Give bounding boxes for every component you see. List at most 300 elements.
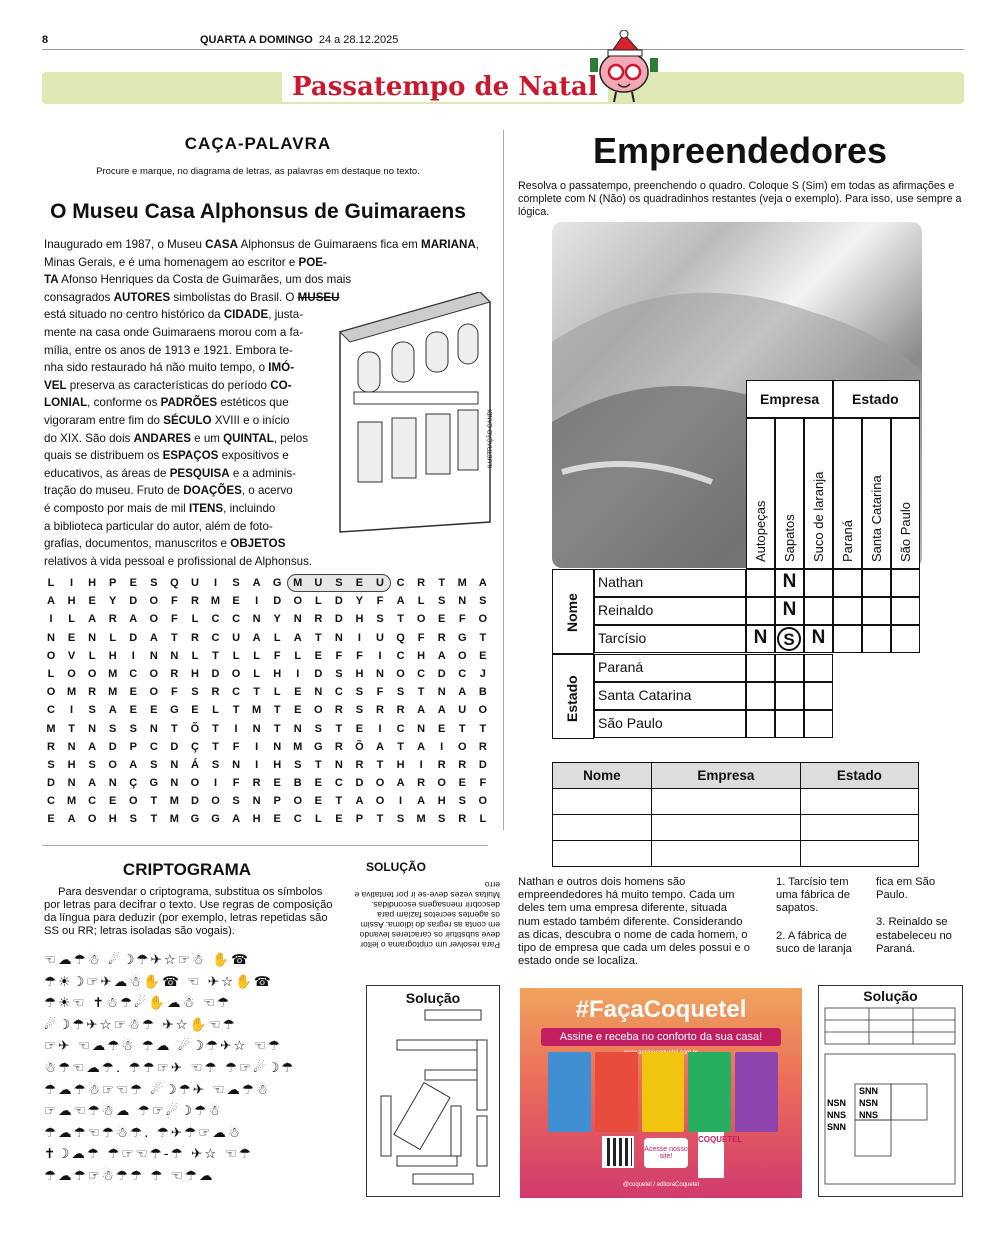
answer-table[interactable]: [552, 762, 919, 867]
grid-letter[interactable]: A: [88, 740, 97, 753]
grid-letter[interactable]: L: [273, 686, 281, 699]
grid-letter[interactable]: S: [479, 595, 487, 608]
grid-letter[interactable]: M: [66, 686, 77, 699]
grid-letter[interactable]: T: [438, 577, 446, 589]
grid-letter[interactable]: T: [335, 795, 343, 808]
grid-letter[interactable]: I: [131, 649, 135, 662]
answer-cell[interactable]: [800, 789, 918, 815]
grid-letter[interactable]: I: [49, 613, 53, 626]
logic-cell[interactable]: [891, 625, 920, 653]
grid-letter[interactable]: M: [293, 577, 303, 589]
grid-letter[interactable]: A: [417, 740, 426, 753]
grid-letter[interactable]: Q: [396, 631, 405, 644]
grid-letter[interactable]: Y: [355, 595, 364, 608]
grid-letter[interactable]: I: [213, 777, 218, 790]
grid-letter[interactable]: L: [191, 649, 199, 662]
grid-letter[interactable]: C: [88, 795, 97, 808]
grid-letter[interactable]: Ç: [190, 740, 199, 753]
word-search-grid[interactable]: [42, 577, 492, 832]
grid-letter[interactable]: S: [88, 704, 96, 717]
grid-letter[interactable]: C: [334, 777, 343, 790]
grid-letter[interactable]: H: [108, 813, 117, 826]
grid-letter[interactable]: T: [479, 631, 487, 644]
grid-letter[interactable]: L: [191, 613, 199, 626]
grid-letter[interactable]: E: [314, 795, 322, 808]
grid-letter[interactable]: D: [314, 667, 323, 680]
answer-cell[interactable]: [651, 789, 800, 815]
grid-letter[interactable]: R: [88, 686, 97, 699]
grid-letter[interactable]: I: [378, 649, 382, 662]
grid-letter[interactable]: C: [396, 722, 405, 735]
grid-letter[interactable]: N: [88, 722, 97, 735]
grid-letter[interactable]: L: [253, 667, 260, 680]
grid-letter[interactable]: A: [108, 704, 117, 717]
logic-cell[interactable]: [775, 682, 804, 710]
grid-letter[interactable]: A: [355, 795, 364, 808]
grid-letter[interactable]: T: [212, 740, 219, 753]
grid-letter[interactable]: C: [232, 613, 241, 626]
grid-letter[interactable]: P: [355, 813, 364, 826]
grid-letter[interactable]: N: [149, 722, 158, 735]
grid-letter[interactable]: U: [314, 577, 323, 589]
grid-letter[interactable]: P: [273, 795, 281, 808]
grid-letter[interactable]: S: [232, 795, 240, 808]
grid-letter[interactable]: R: [252, 777, 261, 790]
grid-letter[interactable]: O: [87, 667, 97, 680]
grid-letter[interactable]: D: [334, 595, 343, 608]
grid-letter[interactable]: O: [416, 613, 426, 626]
grid-letter[interactable]: G: [457, 631, 467, 644]
grid-letter[interactable]: L: [232, 649, 240, 662]
grid-letter[interactable]: F: [356, 649, 363, 662]
grid-letter[interactable]: R: [334, 740, 343, 753]
grid-letter[interactable]: O: [149, 667, 159, 680]
grid-letter[interactable]: S: [129, 722, 137, 735]
grid-letter[interactable]: E: [232, 595, 240, 608]
answer-cell[interactable]: [553, 789, 652, 815]
grid-letter[interactable]: N: [458, 595, 467, 608]
grid-letter[interactable]: I: [255, 595, 259, 608]
grid-letter[interactable]: F: [171, 595, 178, 608]
grid-letter[interactable]: N: [252, 795, 261, 808]
grid-letter[interactable]: N: [437, 686, 446, 699]
grid-letter[interactable]: H: [67, 758, 76, 771]
grid-letter[interactable]: S: [191, 686, 199, 699]
grid-letter[interactable]: S: [355, 704, 364, 717]
grid-letter[interactable]: O: [293, 795, 303, 808]
grid-letter[interactable]: E: [150, 704, 158, 717]
answer-cell[interactable]: [800, 815, 918, 841]
grid-letter[interactable]: E: [129, 686, 137, 699]
logic-cell[interactable]: [833, 597, 862, 625]
grid-letter[interactable]: Õ: [190, 722, 200, 735]
grid-letter[interactable]: T: [376, 813, 384, 826]
ad-acesse[interactable]: Acesse nosso site!: [644, 1138, 688, 1168]
grid-letter[interactable]: N: [293, 722, 302, 735]
grid-letter[interactable]: Á: [190, 758, 199, 771]
grid-letter[interactable]: E: [458, 777, 466, 790]
grid-letter[interactable]: T: [335, 722, 343, 735]
grid-letter[interactable]: R: [190, 595, 199, 608]
logic-cell[interactable]: [833, 569, 862, 597]
logic-cell[interactable]: [804, 682, 833, 710]
grid-letter[interactable]: I: [234, 722, 238, 735]
grid-letter[interactable]: T: [68, 722, 75, 735]
grid-letter[interactable]: O: [231, 667, 241, 680]
grid-letter[interactable]: E: [129, 577, 137, 589]
grid-letter[interactable]: M: [252, 704, 262, 717]
grid-letter[interactable]: I: [399, 795, 403, 808]
grid-letter[interactable]: I: [357, 631, 361, 644]
grid-letter[interactable]: C: [149, 740, 158, 753]
grid-letter[interactable]: R: [458, 758, 467, 771]
grid-letter[interactable]: R: [211, 686, 220, 699]
grid-letter[interactable]: I: [378, 722, 382, 735]
grid-letter[interactable]: E: [67, 631, 76, 644]
grid-letter[interactable]: H: [252, 813, 261, 826]
grid-letter[interactable]: C: [232, 686, 241, 699]
grid-letter[interactable]: A: [417, 704, 426, 717]
grid-letter[interactable]: A: [88, 613, 97, 626]
grid-letter[interactable]: D: [129, 595, 138, 608]
grid-letter[interactable]: A: [88, 777, 97, 790]
grid-letter[interactable]: I: [213, 577, 218, 589]
grid-letter[interactable]: A: [437, 704, 446, 717]
grid-letter[interactable]: E: [47, 813, 55, 826]
grid-letter[interactable]: E: [335, 813, 343, 826]
grid-letter[interactable]: I: [440, 740, 444, 753]
logic-cell[interactable]: [862, 625, 891, 653]
grid-letter[interactable]: E: [294, 704, 302, 717]
grid-letter[interactable]: L: [47, 667, 55, 680]
grid-letter[interactable]: N: [170, 649, 179, 662]
grid-letter[interactable]: O: [375, 777, 385, 790]
grid-letter[interactable]: D: [478, 758, 487, 771]
grid-letter[interactable]: F: [458, 613, 466, 626]
grid-letter[interactable]: U: [458, 704, 467, 717]
grid-letter[interactable]: N: [417, 722, 426, 735]
grid-letter[interactable]: E: [314, 777, 322, 790]
grid-letter[interactable]: O: [149, 686, 159, 699]
grid-letter[interactable]: R: [355, 758, 364, 771]
grid-letter[interactable]: T: [314, 631, 322, 644]
grid-letter[interactable]: N: [334, 631, 343, 644]
answer-cell[interactable]: [553, 841, 652, 867]
grid-letter[interactable]: C: [47, 795, 55, 808]
grid-letter[interactable]: N: [334, 758, 343, 771]
grid-letter[interactable]: H: [273, 758, 282, 771]
grid-letter[interactable]: R: [314, 613, 323, 626]
grid-letter[interactable]: S: [335, 577, 343, 589]
grid-letter[interactable]: F: [171, 686, 178, 699]
grid-letter[interactable]: R: [108, 613, 117, 626]
grid-letter[interactable]: R: [437, 758, 446, 771]
grid-letter[interactable]: T: [458, 722, 466, 735]
answer-cell[interactable]: [651, 815, 800, 841]
grid-letter[interactable]: E: [438, 722, 446, 735]
logic-cell[interactable]: [804, 569, 833, 597]
logic-cell[interactable]: [775, 654, 804, 682]
grid-letter[interactable]: D: [47, 777, 55, 790]
grid-letter[interactable]: I: [70, 704, 74, 717]
grid-letter[interactable]: M: [416, 813, 426, 826]
grid-letter[interactable]: C: [334, 686, 343, 699]
grid-letter[interactable]: H: [273, 667, 282, 680]
grid-letter[interactable]: L: [68, 613, 75, 626]
grid-letter[interactable]: A: [376, 740, 384, 753]
grid-letter[interactable]: B: [478, 686, 487, 699]
grid-letter[interactable]: M: [169, 795, 179, 808]
grid-letter[interactable]: A: [478, 577, 487, 589]
grid-letter[interactable]: G: [314, 740, 323, 753]
grid-letter[interactable]: A: [293, 631, 302, 644]
grid-letter[interactable]: D: [355, 777, 364, 790]
grid-letter[interactable]: L: [479, 813, 487, 826]
grid-letter[interactable]: D: [334, 613, 343, 626]
grid-letter[interactable]: R: [417, 577, 426, 589]
grid-letter[interactable]: S: [355, 686, 364, 699]
grid-letter[interactable]: E: [355, 722, 364, 735]
grid-letter[interactable]: D: [273, 595, 282, 608]
grid-letter[interactable]: A: [458, 686, 467, 699]
grid-letter[interactable]: L: [314, 813, 322, 826]
grid-letter[interactable]: H: [396, 758, 405, 771]
grid-letter[interactable]: T: [273, 704, 281, 717]
grid-letter[interactable]: H: [88, 577, 97, 589]
grid-letter[interactable]: H: [355, 613, 364, 626]
grid-letter[interactable]: L: [253, 649, 260, 662]
grid-letter[interactable]: T: [376, 758, 384, 771]
grid-letter[interactable]: R: [458, 813, 467, 826]
logic-cell[interactable]: [746, 569, 775, 597]
grid-letter[interactable]: S: [396, 813, 405, 826]
grid-letter[interactable]: R: [417, 777, 426, 790]
grid-letter[interactable]: M: [169, 813, 179, 826]
grid-letter[interactable]: T: [314, 758, 322, 771]
grid-letter[interactable]: N: [170, 777, 179, 790]
grid-letter[interactable]: S: [335, 667, 343, 680]
grid-letter[interactable]: H: [108, 649, 117, 662]
grid-letter[interactable]: T: [212, 649, 219, 662]
grid-letter[interactable]: A: [437, 649, 446, 662]
grid-letter[interactable]: G: [211, 813, 220, 826]
grid-letter[interactable]: T: [397, 613, 404, 626]
grid-letter[interactable]: A: [67, 813, 76, 826]
grid-letter[interactable]: L: [273, 631, 281, 644]
grid-letter[interactable]: D: [211, 667, 220, 680]
grid-letter[interactable]: L: [294, 649, 302, 662]
grid-letter[interactable]: S: [129, 813, 137, 826]
grid-letter[interactable]: E: [355, 577, 364, 589]
grid-letter[interactable]: D: [129, 631, 138, 644]
grid-letter[interactable]: A: [129, 613, 138, 626]
grid-letter[interactable]: T: [150, 795, 158, 808]
grid-letter[interactable]: S: [150, 758, 158, 771]
logic-cell[interactable]: [891, 569, 920, 597]
grid-letter[interactable]: T: [171, 631, 178, 644]
grid-letter[interactable]: C: [417, 667, 426, 680]
grid-letter[interactable]: D: [437, 667, 446, 680]
grid-letter[interactable]: O: [46, 649, 56, 662]
grid-letter[interactable]: O: [190, 777, 200, 790]
grid-letter[interactable]: M: [293, 740, 303, 753]
grid-letter[interactable]: T: [397, 740, 404, 753]
grid-letter[interactable]: D: [170, 740, 179, 753]
grid-letter[interactable]: A: [149, 631, 158, 644]
grid-letter[interactable]: A: [47, 595, 55, 608]
grid-letter[interactable]: F: [232, 777, 240, 790]
grid-letter[interactable]: T: [212, 722, 219, 735]
grid-letter[interactable]: C: [293, 813, 302, 826]
grid-letter[interactable]: S: [109, 722, 117, 735]
grid-letter[interactable]: R: [190, 631, 199, 644]
grid-letter[interactable]: R: [376, 704, 384, 717]
grid-letter[interactable]: N: [252, 722, 261, 735]
grid-letter[interactable]: M: [66, 795, 77, 808]
logic-cell[interactable]: [804, 710, 833, 738]
grid-letter[interactable]: N: [47, 631, 55, 644]
grid-letter[interactable]: M: [210, 595, 221, 608]
grid-letter[interactable]: S: [294, 758, 302, 771]
grid-letter[interactable]: T: [253, 686, 260, 699]
grid-letter[interactable]: L: [314, 595, 322, 608]
grid-letter[interactable]: E: [314, 649, 322, 662]
grid-letter[interactable]: S: [438, 813, 446, 826]
grid-letter[interactable]: R: [396, 704, 405, 717]
grid-letter[interactable]: P: [129, 740, 137, 753]
grid-letter[interactable]: G: [190, 813, 200, 826]
logic-cell[interactable]: [746, 682, 775, 710]
grid-letter[interactable]: D: [108, 740, 117, 753]
grid-letter[interactable]: O: [375, 795, 385, 808]
grid-letter[interactable]: O: [149, 613, 159, 626]
logic-cell[interactable]: [833, 625, 862, 653]
grid-letter[interactable]: Õ: [355, 740, 364, 753]
grid-letter[interactable]: S: [211, 758, 220, 771]
grid-letter[interactable]: N: [293, 613, 302, 626]
grid-letter[interactable]: G: [149, 777, 159, 790]
grid-letter[interactable]: N: [232, 758, 241, 771]
grid-letter[interactable]: L: [88, 649, 96, 662]
grid-letter[interactable]: H: [355, 667, 364, 680]
grid-letter[interactable]: U: [232, 631, 241, 644]
grid-letter[interactable]: H: [190, 667, 199, 680]
grid-letter[interactable]: S: [458, 795, 466, 808]
grid-letter[interactable]: G: [272, 577, 282, 589]
grid-letter[interactable]: E: [129, 704, 137, 717]
grid-letter[interactable]: N: [376, 667, 384, 680]
logic-cell[interactable]: [891, 597, 920, 625]
grid-letter[interactable]: T: [150, 813, 158, 826]
grid-letter[interactable]: A: [396, 777, 405, 790]
logic-cell[interactable]: [746, 597, 775, 625]
grid-letter[interactable]: G: [170, 704, 179, 717]
grid-letter[interactable]: Y: [273, 613, 281, 626]
grid-letter[interactable]: N: [252, 613, 261, 626]
grid-letter[interactable]: Ç: [129, 777, 138, 790]
grid-letter[interactable]: H: [417, 649, 426, 662]
grid-letter[interactable]: N: [67, 740, 76, 753]
grid-letter[interactable]: F: [273, 649, 281, 662]
logic-cell[interactable]: [804, 597, 833, 625]
grid-letter[interactable]: O: [108, 758, 117, 771]
grid-letter[interactable]: S: [376, 613, 384, 626]
grid-letter[interactable]: I: [70, 577, 74, 589]
grid-letter[interactable]: Y: [109, 595, 117, 608]
grid-letter[interactable]: O: [128, 795, 138, 808]
grid-letter[interactable]: U: [376, 631, 384, 644]
grid-letter[interactable]: M: [457, 577, 467, 589]
grid-letter[interactable]: N: [88, 631, 97, 644]
grid-letter[interactable]: L: [212, 704, 219, 717]
grid-letter[interactable]: O: [457, 649, 467, 662]
grid-letter[interactable]: A: [396, 595, 405, 608]
grid-letter[interactable]: O: [87, 813, 97, 826]
grid-letter[interactable]: I: [296, 667, 300, 680]
coquetel-ad[interactable]: [520, 988, 802, 1198]
grid-letter[interactable]: M: [108, 667, 118, 680]
grid-letter[interactable]: J: [479, 667, 486, 680]
grid-letter[interactable]: F: [232, 740, 240, 753]
grid-letter[interactable]: R: [170, 667, 179, 680]
grid-letter[interactable]: T: [273, 722, 281, 735]
grid-letter[interactable]: T: [232, 704, 240, 717]
grid-letter[interactable]: S: [88, 758, 96, 771]
grid-letter[interactable]: C: [396, 577, 405, 589]
grid-letter[interactable]: L: [417, 595, 425, 608]
grid-letter[interactable]: O: [396, 667, 405, 680]
grid-letter[interactable]: E: [294, 686, 302, 699]
logic-cell[interactable]: [862, 569, 891, 597]
logic-cell[interactable]: [746, 710, 775, 738]
grid-letter[interactable]: N: [108, 777, 117, 790]
grid-letter[interactable]: F: [171, 613, 178, 626]
grid-letter[interactable]: A: [252, 631, 261, 644]
grid-letter[interactable]: R: [478, 740, 487, 753]
grid-letter[interactable]: L: [109, 631, 117, 644]
grid-letter[interactable]: E: [109, 795, 117, 808]
grid-letter[interactable]: M: [108, 686, 118, 699]
answer-cell[interactable]: [800, 841, 918, 867]
grid-letter[interactable]: F: [417, 631, 425, 644]
grid-letter[interactable]: C: [211, 631, 220, 644]
grid-letter[interactable]: P: [109, 577, 117, 589]
qr-code-icon[interactable]: [602, 1136, 634, 1168]
grid-letter[interactable]: E: [88, 595, 96, 608]
grid-letter[interactable]: S: [150, 577, 158, 589]
grid-letter[interactable]: U: [190, 577, 199, 589]
grid-letter[interactable]: A: [417, 795, 426, 808]
grid-letter[interactable]: I: [255, 740, 259, 753]
grid-letter[interactable]: U: [376, 577, 384, 589]
grid-letter[interactable]: C: [458, 667, 467, 680]
grid-letter[interactable]: N: [170, 758, 179, 771]
grid-letter[interactable]: E: [273, 813, 281, 826]
grid-letter[interactable]: M: [46, 722, 56, 735]
grid-letter[interactable]: L: [47, 577, 55, 589]
grid-letter[interactable]: O: [478, 704, 488, 717]
answer-cell[interactable]: [553, 815, 652, 841]
grid-letter[interactable]: C: [129, 667, 138, 680]
answer-cell[interactable]: [651, 841, 800, 867]
grid-letter[interactable]: A: [252, 577, 261, 589]
logic-cell[interactable]: [775, 710, 804, 738]
grid-letter[interactable]: O: [457, 740, 467, 753]
grid-letter[interactable]: D: [190, 795, 199, 808]
grid-letter[interactable]: H: [67, 595, 76, 608]
grid-letter[interactable]: E: [191, 704, 199, 717]
grid-letter[interactable]: A: [129, 758, 138, 771]
